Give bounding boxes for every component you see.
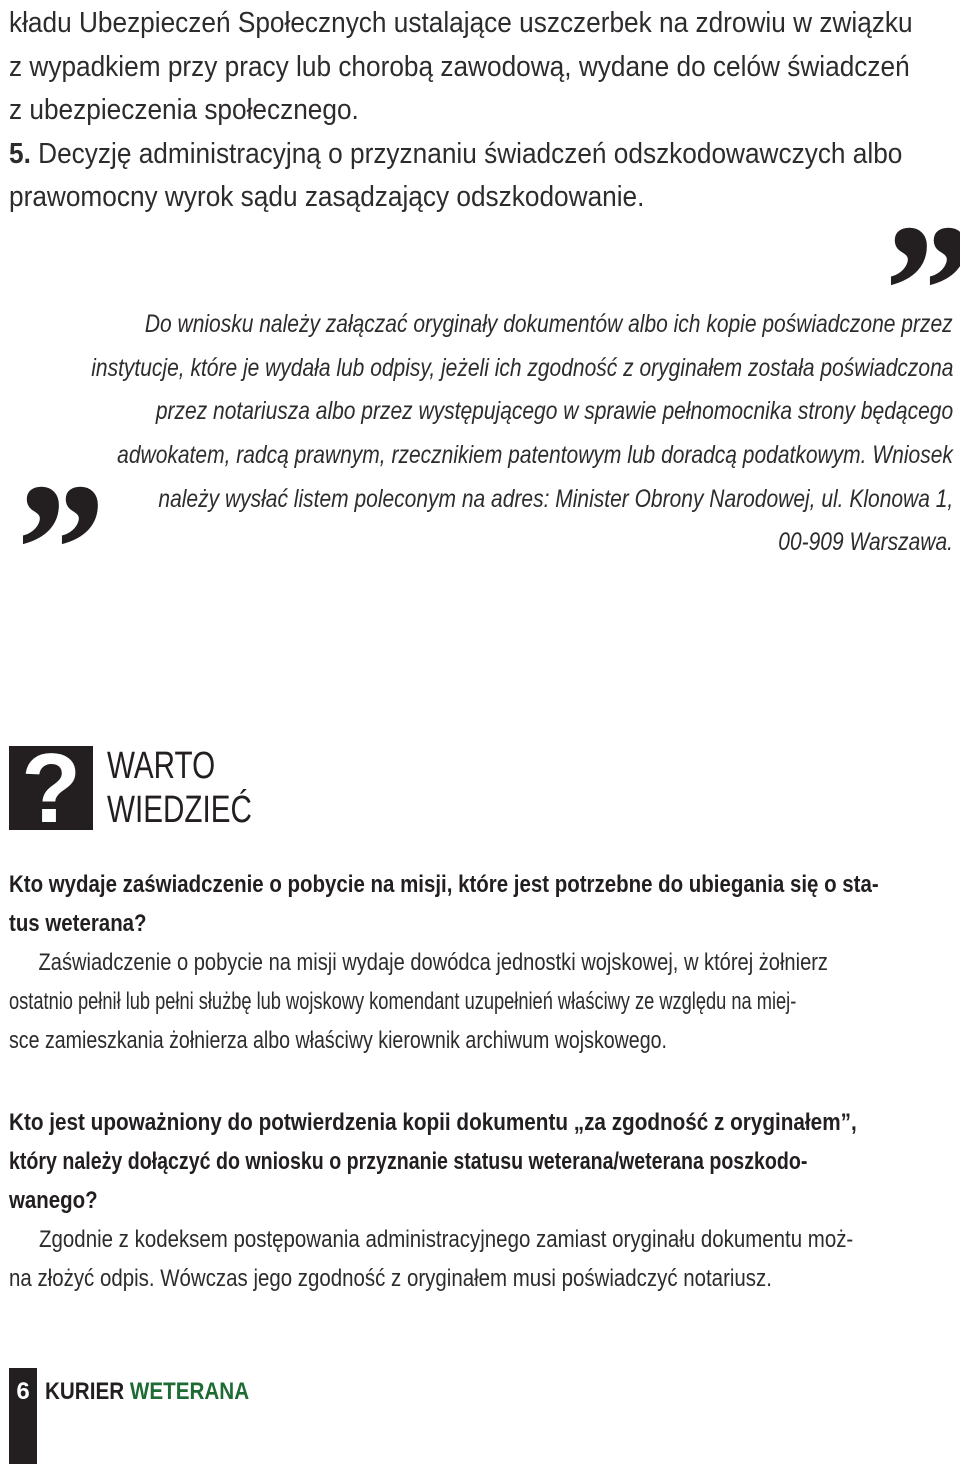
page-number: 6 (16, 1378, 30, 1405)
quote-mark-top-icon: ” (874, 186, 951, 396)
answer-line: ostatnio pełnił lub pełni służbę lub wojskowy komendant uzupełnień właściwy ze względu na miej- (9, 988, 797, 1015)
question-line: który należy dołączyć do wniosku o przyznanie statusu weterana/weterana poszkodo- (9, 1148, 808, 1175)
qa-item (9, 1103, 953, 1298)
question-line: tus weterana? (9, 910, 147, 937)
list-item-5-continued: prawomocny wyrok sądu zasądzający odszkodowanie. (9, 181, 645, 213)
list-item-5 (9, 133, 903, 177)
quote-line: należy wysłać listem poleconym na adres: Minister Obrony Narodowej, ul. Klonowa 1, (158, 485, 953, 513)
quote-mark-bottom-icon: ” (6, 445, 83, 655)
list-item-number: 5. (9, 137, 31, 170)
publication-name (45, 1374, 249, 1410)
qa-item (9, 865, 953, 1060)
list-item-text: Decyzję administracyjną o przyznaniu świadczeń odszkodowawczych albo (30, 137, 903, 170)
brand-part2: WETERANA (129, 1378, 250, 1405)
brand-part1: KURIER (45, 1378, 125, 1405)
intro-line: kładu Ubezpieczeń Społecznych ustalające uszczerbek na zdrowiu w związku (9, 7, 913, 39)
answer-line: sce zamieszkania żołnierza albo właściwy kierownik archiwum wojskowego. (9, 1027, 667, 1054)
question (9, 1103, 953, 1220)
quote-line: adwokatem, radcą prawnym, rzecznikiem patentowym lub doradcą podatkowym. Wniosek (117, 441, 953, 469)
question-line: Kto wydaje zaświadczenie o pobycie na misji, które jest potrzebne do ubiegania się o sta- (9, 871, 879, 898)
question-line: Kto jest upoważniony do potwierdzenia kopii dokumentu „za zgodność z oryginałem”, (9, 1109, 857, 1136)
answer (9, 943, 953, 1060)
answer (9, 1220, 953, 1298)
answer-line: Zgodnie z kodeksem postępowania administracyjnego zamiast oryginału dokumentu moż- (39, 1226, 854, 1253)
quote-line: 00-909 Warszawa. (778, 528, 953, 556)
answer-line: Zaświadczenie o pobycie na misji wydaje dowódca jednostki wojskowej, w której żołnierz (38, 949, 828, 976)
quote-line: Do wniosku należy załączać oryginały dokumentów albo ich kopie poświadczone przez (145, 310, 953, 338)
answer-line: na złożyć odpis. Wówczas jego zgodność z oryginałem musi poświadczyć notariusz. (9, 1265, 772, 1292)
intro-text (9, 2, 957, 220)
section-title-line1: WARTO (107, 745, 216, 787)
question (9, 865, 953, 943)
question-line: wanego? (9, 1187, 98, 1214)
quote-line: przez notariusza albo przez występującego w sprawie pełnomocnika strony będącego (155, 397, 953, 425)
section-title-line2: WIEDZIEĆ (107, 789, 252, 831)
quote-line: instytucje, które je wydała lub odpisy, jeżeli ich zgodność z oryginałem została poświadczona (90, 354, 953, 382)
intro-line: z wypadkiem przy pracy lub chorobą zawodową, wydane do celów świadczeń (9, 50, 910, 83)
intro-line: z ubezpieczenia społecznego. (9, 94, 359, 126)
question-mark-icon: ? (9, 746, 93, 830)
